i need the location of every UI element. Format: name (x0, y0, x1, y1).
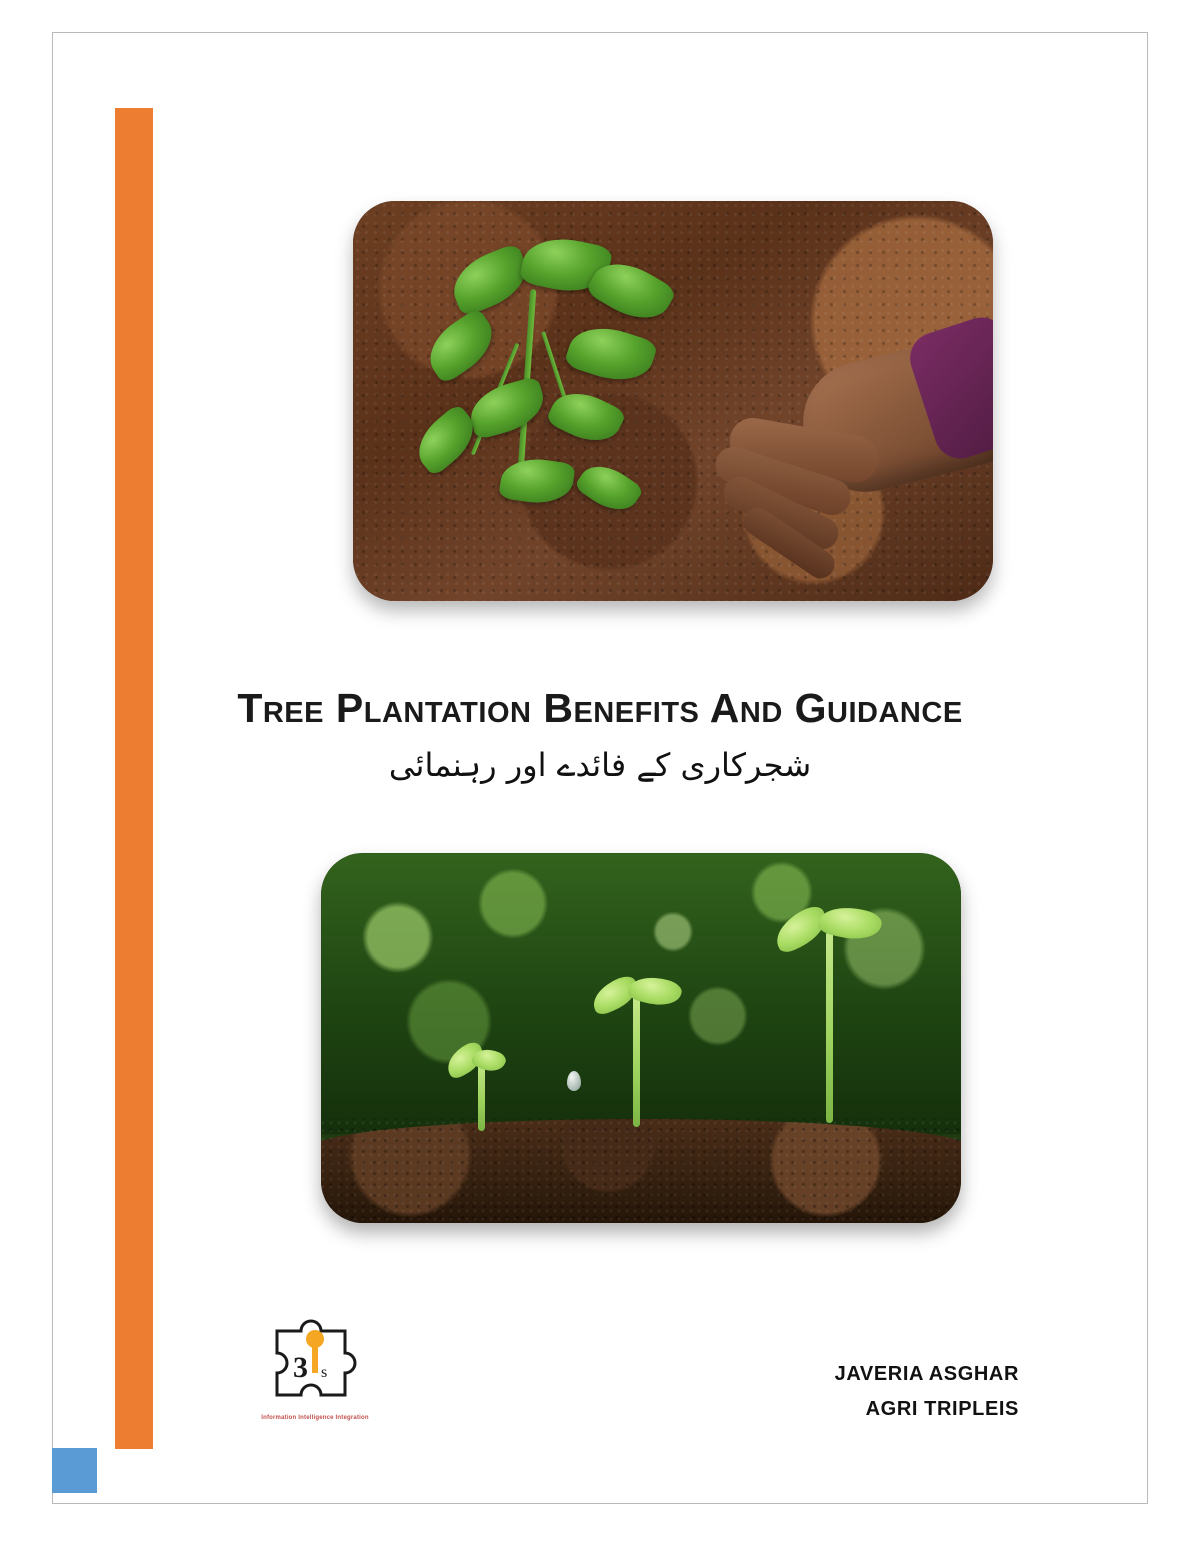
water-droplet (567, 1071, 581, 1091)
sprout-medium (601, 987, 671, 1127)
document-title-english: Tree Plantation Benefits And Guidance (237, 685, 963, 731)
organization-logo (249, 1315, 381, 1443)
sprout-large (789, 923, 869, 1123)
author-organization: AGRI TRIPLEIS (865, 1398, 1019, 1420)
soil-mound (321, 1119, 961, 1223)
blue-square-accent (52, 1448, 97, 1493)
soil-texture-overlay-bottom (321, 1119, 961, 1223)
sprout-small (451, 1051, 511, 1131)
hand-graphic (683, 331, 993, 591)
author-block (835, 1363, 1019, 1421)
top-cover-image (353, 201, 993, 601)
svg-text:s: s (321, 1364, 328, 1381)
bottom-cover-image (321, 853, 961, 1223)
puzzle-piece-logo-icon (249, 1315, 381, 1415)
document-page (52, 32, 1148, 1504)
svg-text:3: 3 (293, 1351, 308, 1384)
author-name: JAVERIA ASGHAR (834, 1363, 1019, 1385)
seedling-plant-graphic (373, 219, 733, 579)
document-title-urdu: شجرکاری کے فائدے اور رہنمائی (388, 746, 812, 784)
logo-caption: Information Intelligence Integration (261, 1415, 369, 1421)
